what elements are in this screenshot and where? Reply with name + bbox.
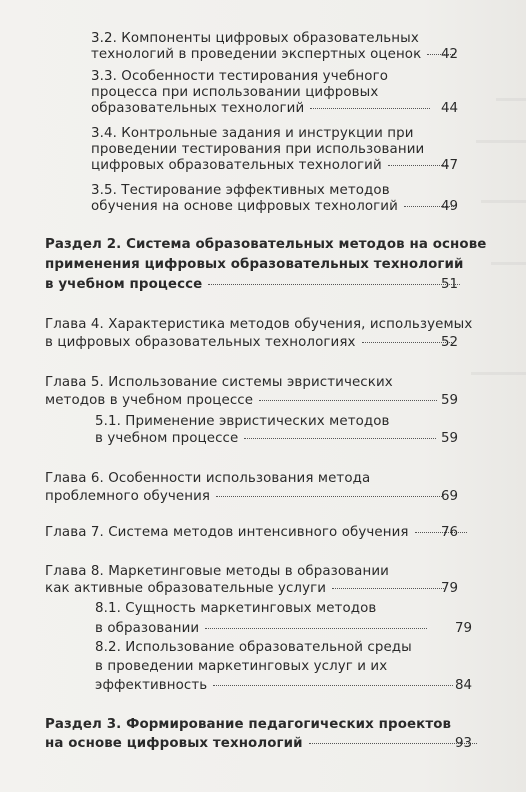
page-number: 47 <box>440 158 458 173</box>
toc-entry-line: проведении тестирования при использовании <box>91 142 425 157</box>
toc-entry-line: Глава 6. Особенности использования метода <box>45 471 371 486</box>
toc-entry-line: в проведении маркетинговых услуг и их <box>95 659 388 674</box>
bleed-through-mark <box>496 98 526 101</box>
bleed-through-mark <box>471 372 526 375</box>
toc-entry-line-text: в учебном процессе <box>95 431 239 446</box>
toc-entry-line: Глава 4. Характеристика методов обучения, используемых <box>45 317 473 332</box>
bleed-through-mark <box>481 200 526 203</box>
toc-entry-line: Раздел 2. Система образовательных методов на основе <box>45 237 487 252</box>
dot-leader <box>213 685 453 686</box>
toc-entry-line-text: цифровых образовательных технологий <box>91 158 382 173</box>
page-number: 52 <box>440 335 458 350</box>
toc-entry-line <box>45 392 442 410</box>
toc-entry-line <box>91 100 435 118</box>
dot-leader <box>205 628 427 629</box>
toc-entry-line-text: в образовании <box>95 621 200 636</box>
toc-entry-line <box>91 157 453 175</box>
dot-leader <box>244 438 436 439</box>
page-number: 84 <box>454 678 472 693</box>
toc-entry-line-text: как активные образовательные услуги <box>45 581 327 596</box>
page-number: 69 <box>440 489 458 504</box>
toc-entry-line: 3.4. Контрольные задания и инструкции при <box>91 126 414 141</box>
toc-entry-line <box>45 580 449 598</box>
page-number: 49 <box>440 199 458 214</box>
toc-entry-line <box>45 735 482 753</box>
bleed-through-mark <box>491 262 526 265</box>
page-number: 76 <box>440 525 458 540</box>
toc-entry-line-text: обучения на основе цифровых технологий <box>91 199 398 214</box>
toc-entry-line-text: эффективность <box>95 678 208 693</box>
toc-entry-line <box>45 524 472 542</box>
dot-leader <box>310 108 430 109</box>
page-number: 51 <box>440 277 458 292</box>
toc-entry-line <box>45 488 447 506</box>
toc-entry-line-text: технологий в проведении экспертных оценок <box>91 47 422 62</box>
toc-entry-line: 8.2. Использование образовательной среды <box>95 640 412 655</box>
toc-entry-line: процесса при использовании цифровых <box>91 85 379 100</box>
toc-entry-line: 3.3. Особенности тестирования учебного <box>91 69 388 84</box>
dot-leader <box>208 284 460 285</box>
toc-entry-line: 3.2. Компоненты цифровых образовательных <box>91 31 419 46</box>
page-number: 93 <box>454 736 472 751</box>
toc-entry-line <box>95 430 441 448</box>
toc-entry-line-text: в цифровых образовательных технологиях <box>45 335 356 350</box>
toc-entry-line: Глава 8. Маркетинговые методы в образовании <box>45 564 389 579</box>
dot-leader <box>216 496 442 497</box>
page-number: 42 <box>440 47 458 62</box>
page-number: 59 <box>440 431 458 446</box>
toc-entry-line <box>91 46 460 64</box>
page-number: 79 <box>454 621 472 636</box>
dot-leader <box>259 400 437 401</box>
toc-entry-line: применения цифровых образовательных технологий <box>45 257 464 272</box>
toc-entry-line: 3.5. Тестирование эффективных методов <box>91 183 390 198</box>
toc-entry-line-text: на основе цифровых технологий <box>45 736 303 751</box>
page-number: 79 <box>440 581 458 596</box>
toc-entry-line <box>95 620 432 638</box>
toc-entry-line <box>45 334 457 352</box>
bleed-through-mark <box>476 140 526 143</box>
toc-entry-line-text: проблемного обучения <box>45 489 211 504</box>
toc-entry-line <box>91 198 459 216</box>
toc-entry-line-text: образовательных технологий <box>91 101 305 116</box>
toc-entry-line-text: в учебном процессе <box>45 277 203 292</box>
toc-entry-line-text: методов в учебном процессе <box>45 393 254 408</box>
toc-entry-line: 8.1. Сущность маркетинговых методов <box>95 601 377 616</box>
toc-entry-line <box>95 677 458 695</box>
toc-entry-line: Раздел 3. Формирование педагогических проектов <box>45 717 452 732</box>
toc-entry-line-text: Глава 7. Система методов интенсивного обучения <box>45 525 409 540</box>
page-number: 59 <box>440 393 458 408</box>
toc-entry-line <box>45 276 465 294</box>
toc-entry-line: 5.1. Применение эвристических методов <box>95 414 390 429</box>
page-number: 44 <box>440 101 458 116</box>
toc-entry-line: Глава 5. Использование системы эвристических <box>45 375 393 390</box>
